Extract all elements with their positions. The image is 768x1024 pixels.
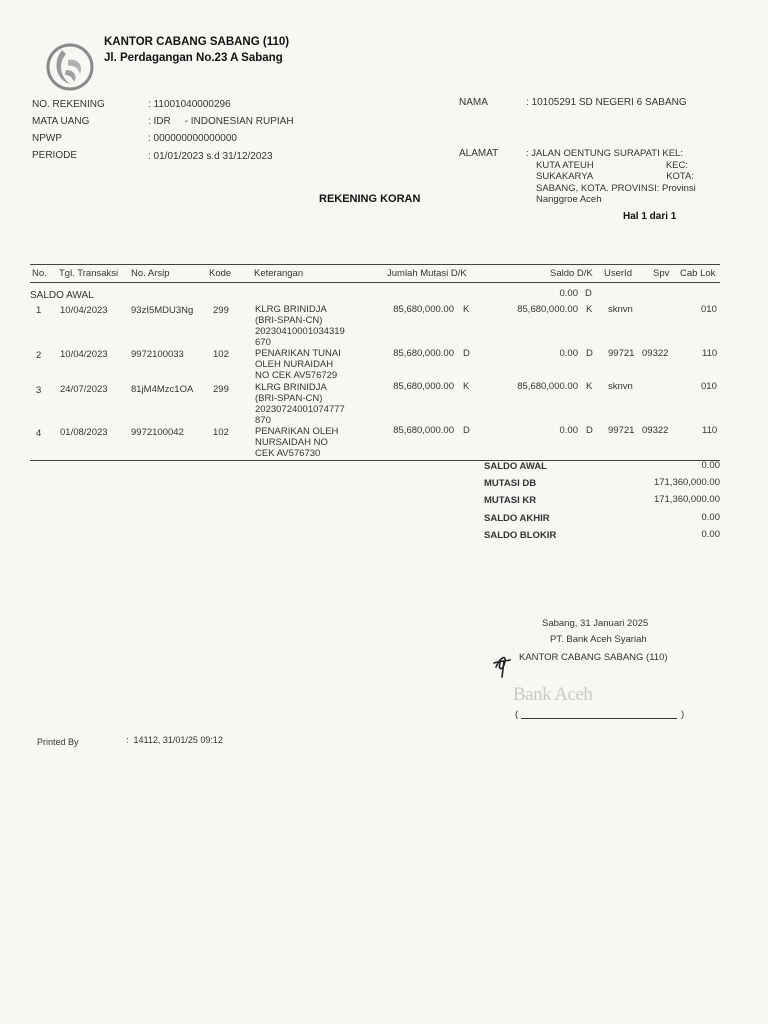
row-jumlah: 85,680,000.00 xyxy=(393,381,454,392)
row-tgl: 24/07/2023 xyxy=(60,384,108,395)
table-top-rule xyxy=(30,264,720,265)
row-jumlah: 85,680,000.00 xyxy=(393,425,454,436)
summary-value: 0.00 xyxy=(701,529,720,540)
row-tgl: 10/04/2023 xyxy=(60,305,108,316)
signature-line xyxy=(521,718,677,719)
summary-value: 171,360,000.00 xyxy=(653,494,720,505)
row-kode: 102 xyxy=(213,349,229,360)
col-arsip: No. Arsip xyxy=(131,268,170,279)
keterangan-line: PENARIKAN OLEH xyxy=(255,426,339,437)
summary-label: SALDO AWAL xyxy=(484,461,547,472)
col-kode: Kode xyxy=(209,268,232,279)
row-saldo: 85,680,000.00 xyxy=(517,304,578,315)
keterangan-line: 20230410001034319 xyxy=(255,326,345,337)
keterangan-line: OLEH NURAIDAH xyxy=(255,359,334,370)
branch-address: Jl. Perdagangan No.23 A Sabang xyxy=(104,52,283,64)
table-bottom-rule xyxy=(30,460,720,461)
row-userid: 99721 xyxy=(608,348,635,359)
col-tgl: Tgl. Transaksi xyxy=(59,268,119,279)
row-keterangan xyxy=(255,426,385,459)
row-keterangan xyxy=(255,382,385,426)
row-keterangan xyxy=(255,348,385,381)
mata-uang-value: : IDR - INDONESIAN RUPIAH xyxy=(148,116,294,127)
col-no: No. xyxy=(32,268,47,279)
alamat-line: KEC: xyxy=(665,159,688,171)
row-jumlah: 85,680,000.00 xyxy=(393,348,454,359)
keterangan-line: NURSAIDAH NO xyxy=(255,437,328,448)
signature-company: PT. Bank Aceh Syariah xyxy=(550,634,647,645)
keterangan-line: PENARIKAN TUNAI xyxy=(255,348,341,359)
periode-value: : 01/01/2023 s.d 31/12/2023 xyxy=(148,151,273,162)
row-no: 2 xyxy=(36,350,42,361)
signature-open-paren: ( xyxy=(515,709,519,720)
col-saldo: Saldo D/K xyxy=(550,268,593,279)
alamat-line: Nanggroe Aceh xyxy=(536,194,602,205)
alamat-line: SABANG, KOTA. PROVINSI: Provinsi xyxy=(536,182,696,194)
nama-label: NAMA xyxy=(459,97,488,108)
row-jumlah-dk: K xyxy=(463,304,470,315)
summary-value: 0.00 xyxy=(701,460,720,471)
bank-logo-icon xyxy=(44,40,96,92)
no-rekening-value: : 11001040000296 xyxy=(148,99,231,110)
branch-name: KANTOR CABANG SABANG (110) xyxy=(104,36,290,48)
keterangan-line: (BRI-SPAN-CN) xyxy=(255,393,323,404)
row-cablok: 110 xyxy=(702,348,718,359)
signature-place-date: Sabang, 31 Januari 2025 xyxy=(542,618,649,629)
bank-aceh-watermark: Bank Aceh xyxy=(513,684,593,705)
row-jumlah-dk: K xyxy=(463,381,470,392)
keterangan-line: 870 xyxy=(255,415,271,426)
row-userid: sknvn xyxy=(608,381,633,392)
summary-label: MUTASI DB xyxy=(484,478,537,489)
keterangan-line: KLRG BRINIDJA xyxy=(255,304,327,315)
row-kode: 102 xyxy=(213,427,229,438)
nama-value: : 10105291 SD NEGERI 6 SABANG xyxy=(526,97,687,108)
row-saldo: 0.00 xyxy=(559,348,578,359)
alamat-label: ALAMAT xyxy=(459,148,499,159)
row-saldo-dk: K xyxy=(586,304,593,315)
alamat-line: SUKAKARYA xyxy=(536,171,594,182)
row-saldo: 0.00 xyxy=(559,425,578,436)
saldo-awal-value: 0.00 xyxy=(559,288,578,299)
mata-uang-label: MATA UANG xyxy=(32,116,90,127)
row-kode: 299 xyxy=(213,384,229,395)
row-saldo-dk: D xyxy=(586,348,593,359)
alamat-line: KOTA: xyxy=(666,171,694,182)
alamat-line: KUTA ATEUH xyxy=(536,159,594,171)
keterangan-line: 20230724001074777 xyxy=(255,404,345,415)
col-userid: UserId xyxy=(604,268,632,279)
periode-label: PERIODE xyxy=(32,150,78,161)
page-indicator: Hal 1 dari 1 xyxy=(623,211,677,222)
row-tgl: 01/08/2023 xyxy=(60,427,108,438)
row-keterangan xyxy=(255,304,385,348)
signature-close-paren: ) xyxy=(681,709,685,720)
keterangan-line: KLRG BRINIDJA xyxy=(255,382,327,393)
printed-by-label: Printed By xyxy=(37,737,79,747)
keterangan-line: NO CEK AV576729 xyxy=(255,370,338,381)
row-saldo: 85,680,000.00 xyxy=(517,381,578,392)
row-arsip: 9972100042 xyxy=(131,427,184,438)
row-arsip: 93zI5MDU3Ng xyxy=(131,305,194,316)
alamat-value xyxy=(526,148,696,206)
row-arsip: 81jM4Mzc1OA xyxy=(131,384,194,395)
saldo-awal-dk: D xyxy=(585,288,592,299)
row-jumlah: 85,680,000.00 xyxy=(393,304,454,315)
no-rekening-label: NO. REKENING xyxy=(32,99,105,110)
row-cablok: 110 xyxy=(702,425,718,436)
row-jumlah-dk: D xyxy=(463,348,470,359)
row-saldo-dk: K xyxy=(586,381,593,392)
row-cablok: 010 xyxy=(701,304,717,315)
document-title: REKENING KORAN xyxy=(319,193,421,205)
printed-by-value: : 14112, 31/01/25 09:12 xyxy=(126,735,223,745)
row-cablok: 010 xyxy=(701,381,717,392)
summary-value: 0.00 xyxy=(701,512,720,523)
table-header-rule xyxy=(30,282,720,283)
keterangan-line: (BRI-SPAN-CN) xyxy=(255,315,323,326)
summary-value: 171,360,000.00 xyxy=(653,477,720,488)
npwp-value: : 000000000000000 xyxy=(148,133,237,144)
row-spv: 09322 xyxy=(642,425,669,436)
keterangan-line: 670 xyxy=(255,337,271,348)
row-userid: sknvn xyxy=(608,304,633,315)
summary-label: MUTASI KR xyxy=(484,495,537,506)
npwp-label: NPWP xyxy=(32,133,62,144)
col-cablok: Cab Lok xyxy=(680,268,716,279)
col-spv: Spv xyxy=(653,268,670,279)
row-no: 3 xyxy=(36,385,42,396)
row-arsip: 9972100033 xyxy=(131,349,184,360)
handwritten-signature-icon xyxy=(490,643,530,683)
row-kode: 299 xyxy=(213,305,229,316)
summary-label: SALDO BLOKIR xyxy=(484,530,557,541)
summary-label: SALDO AKHIR xyxy=(484,513,550,524)
alamat-line: : JALAN OENTUNG SURAPATI KEL: xyxy=(526,148,683,159)
row-tgl: 10/04/2023 xyxy=(60,349,108,360)
col-jumlah: Jumlah Mutasi D/K xyxy=(387,268,467,279)
row-no: 1 xyxy=(36,305,42,316)
saldo-awal-label: SALDO AWAL xyxy=(30,290,94,301)
row-no: 4 xyxy=(36,428,42,439)
signature-branch: KANTOR CABANG SABANG (110) xyxy=(519,652,668,663)
row-userid: 99721 xyxy=(608,425,635,436)
row-jumlah-dk: D xyxy=(463,425,470,436)
col-keterangan: Keterangan xyxy=(254,268,304,279)
row-saldo-dk: D xyxy=(586,425,593,436)
row-spv: 09322 xyxy=(642,348,669,359)
keterangan-line: CEK AV576730 xyxy=(255,448,321,459)
